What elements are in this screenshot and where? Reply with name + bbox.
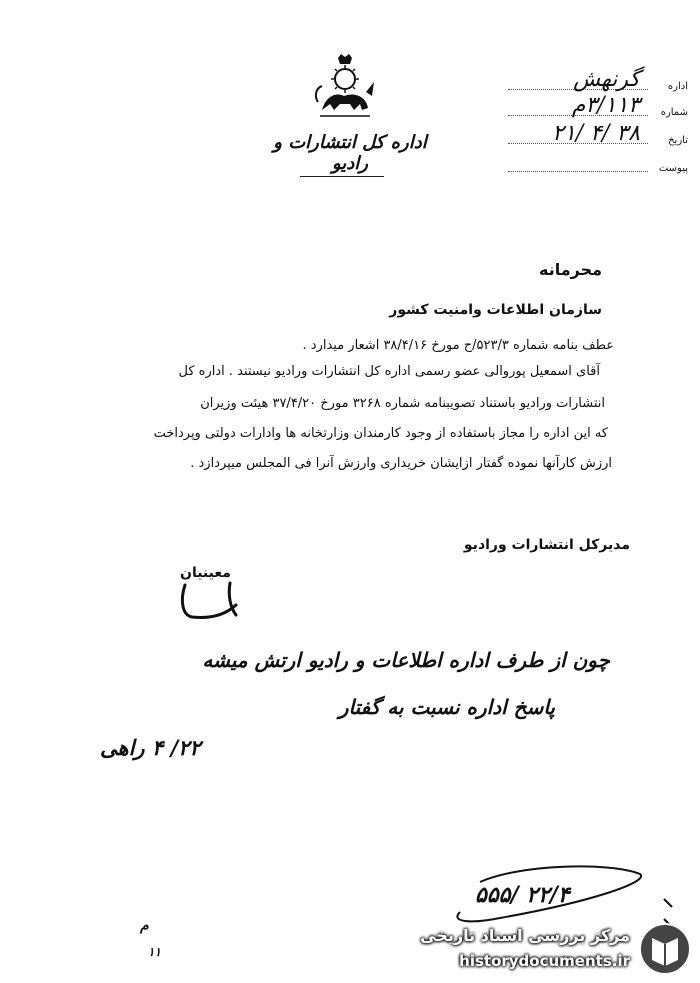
body-line: آقای اسمعیل پوروالی عضو رسمی اداره کل انتشارات ورادیو نیستند . اداره کل: [178, 364, 600, 379]
office-label: اداره: [667, 81, 688, 92]
number-value: ۳/۱۱۳م: [571, 93, 640, 118]
signature-name: معینیان: [180, 565, 231, 581]
number-row: [508, 93, 688, 120]
addressee: سازمان اطلاعات وامنیت کشور: [389, 302, 602, 318]
date-row: [508, 121, 688, 148]
bottom-mark: ۱۱: [148, 945, 161, 959]
office-title: اداره کل انتشارات و رادیو: [273, 132, 427, 174]
history-documents-logo-icon: [638, 922, 692, 976]
handwritten-signature-icon: [170, 575, 250, 625]
handwritten-note: پاسخ اداره نسبت به گفتار: [338, 695, 555, 719]
watermark-url: historydocuments.ir: [459, 952, 630, 970]
attachment-label: پیوست: [658, 163, 688, 174]
signature-org: مدیرکل انتشارات ورادیو: [463, 537, 630, 553]
body-line: عطف بنامه شماره ۵۲۳/۳/ح مورخ ۳۸/۴/۱۶ اشعار میدارد .: [302, 338, 614, 353]
bottom-mark: م: [140, 918, 149, 934]
stamp-number: ۵۵۵/ ۲۲/۴: [475, 882, 570, 908]
attachment-row: [508, 152, 688, 176]
watermark-title: مرکز بررسی اسناد تاریخی: [420, 926, 630, 945]
watermark: [402, 920, 692, 978]
date-value: ۲۱/ ۴/ ۳۸: [552, 121, 640, 146]
body-line: که این اداره را مجاز باستفاده از وجود کارمندان وزارتخانه ها وادارات دولتی وپرداخت: [153, 426, 608, 441]
header-divider: [300, 176, 384, 177]
date-label: تاریخ: [668, 135, 688, 146]
handwritten-date-note: ۲۲/ ۴ راهی: [100, 735, 201, 760]
handwritten-note: چون از طرف اداره اطلاعات و رادیو ارتش میشه: [202, 648, 610, 672]
body-line: ارزش کارآنها نموده گفتار ازایشان خریداری وارزش آنرا فی المجلس میپردازد .: [190, 456, 612, 471]
body-line: انتشارات ورادیو باستناد تصویبنامه شماره ۳۲۶۸ مورخ ۳۷/۴/۲۰ هیئت وزیران: [200, 396, 605, 411]
number-label: شماره: [660, 107, 688, 118]
office-value: گرنهش: [573, 67, 640, 92]
lion-and-sun-emblem-icon: [310, 52, 380, 122]
confidential-heading: محرمانه: [538, 260, 602, 279]
office-row: [508, 67, 688, 94]
